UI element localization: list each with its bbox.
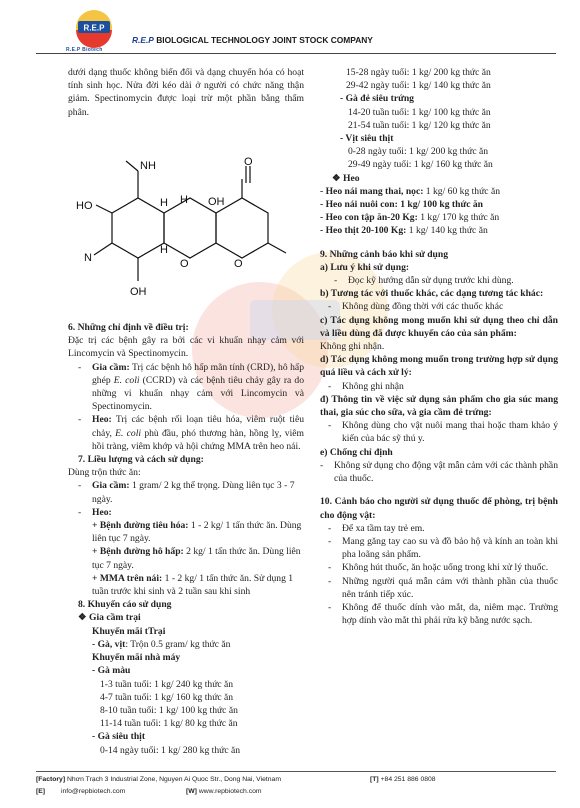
- section-9c-title: c) Tác dụng không mong muốn khi sử dụng theo chỉ dẫn và liều dùng đã được khuyến cáo của sản phẩm:: [320, 314, 558, 339]
- section-9a-title: a) Lưu ý khi sử dụng:: [320, 261, 410, 273]
- label-n: N: [84, 251, 92, 264]
- phone-number: +84 251 886 0808: [380, 776, 436, 783]
- section-6-text: Đặc trị các bệnh gây ra bởi các vi khuẩn nhạy cảm với Lincomycin và Spectinomycin.: [68, 335, 304, 360]
- phone-label: [T]: [370, 776, 379, 783]
- farm-recommendation: Khuyến mãi tTrại: [92, 625, 166, 637]
- section-9-title: 9. Những cảnh báo khi sử dụng: [320, 248, 449, 260]
- footer-divider: [36, 771, 556, 772]
- section-9e-item: - Không sử dụng cho động vật mẫn cảm với các thành phần của thuốc.: [320, 459, 558, 485]
- broiler-chicken-row: 0-14 ngày tuổi: 1 kg/ 280 kg thức ăn: [100, 744, 241, 756]
- right-column: [320, 66, 558, 627]
- colored-chicken-row: 1-3 tuần tuổi: 1 kg/ 240 kg thức ăn: [100, 678, 234, 690]
- warning-item: - Để xa tầm tay trẻ em.: [328, 522, 425, 534]
- label-o-1: O: [180, 257, 189, 270]
- colored-chicken-row: 8-10 tuần tuổi: 1 kg/ 100 kg thức ăn: [100, 704, 238, 716]
- label-h-3: H: [160, 243, 168, 256]
- section-9b-item: - Không dùng đồng thời với các thuốc khác: [328, 301, 504, 313]
- section-6-poultry: - Gia cầm: Trị các bệnh hô hấp mãn tính (CRD), hô hấp ghép E. coli (CCRD) và các bệnh tiêu chảy gây ra do những vi khuẩn nhạy cảm với Lincomycin và Spectinomycin.: [78, 361, 304, 413]
- dose-mma: + MMA trên nái: 1 - 2 kg/ 1 tấn thức ăn. Sử dụng 1 tuần trước khi sinh và 2 tuần sau khi sinh: [92, 572, 294, 598]
- page-header: [36, 6, 556, 54]
- pig-dose-row: - Heo nái nuôi con: 1 kg/ 100 kg thức ăn: [320, 199, 484, 211]
- label-oh-2: OH: [130, 285, 147, 298]
- company-name: [132, 34, 373, 47]
- section-7-text: Dùng trộn thức ăn:: [68, 467, 141, 479]
- factory-address: Nhơn Trạch 3 Industrial Zone, Nguyen Ai Quoc Str., Dong Nai, Vietnam: [66, 776, 281, 783]
- logo-caption: R.E.P Biotech: [66, 47, 103, 53]
- web-label: [W]: [186, 788, 197, 795]
- website-link[interactable]: www.repbiotech.com: [198, 788, 262, 795]
- section-9c-text: Không ghi nhận.: [320, 341, 385, 353]
- email-link[interactable]: info@repbiotech.com: [60, 788, 126, 795]
- section-9b-title: b) Tương tác với thuốc khác, các dạng tương tác khác:: [320, 288, 544, 300]
- label-ho: HO: [76, 199, 93, 212]
- email-label: [E]: [36, 788, 46, 795]
- factory-label: [Factory]: [36, 776, 66, 783]
- pig-dose-row: - Heo con tập ăn-20 Kg: 1 kg/ 170 kg thức ăn: [320, 212, 500, 224]
- laying-hen: - Gà đẻ siêu trứng: [340, 93, 414, 105]
- label-h-1: H: [160, 196, 168, 209]
- broiler-chicken: - Gà siêu thịt: [92, 731, 146, 743]
- broiler-chicken-row: 29-42 ngày tuổi: 1 kg/ 140 kg thức ăn: [346, 80, 491, 92]
- section-10-title: 10. Cảnh báo cho người sử dụng thuốc để phòng, trị bệnh cho động vật:: [320, 496, 558, 521]
- chemical-structure: [68, 121, 304, 317]
- section-6-title: 6. Những chỉ định về điều trị:: [68, 322, 189, 334]
- warning-item: - Không hút thuốc, ăn hoặc uống trong khi xử lý thuốc.: [328, 562, 549, 574]
- section-9e-title: e) Chống chỉ định: [320, 446, 393, 458]
- page-footer: [36, 774, 556, 798]
- svg-text:R.E.P: R.E.P: [83, 23, 105, 33]
- warning-item: - Những người quá mẫn cảm với thành phần của thuốc nên tránh tiếp xúc.: [328, 575, 558, 600]
- diamond-icon: ❖: [332, 172, 343, 184]
- pig-heading: ❖ Heo: [332, 172, 360, 184]
- laying-hen-row: 14-20 tuần tuổi: 1 kg/ 100 kg thức ăn: [348, 106, 491, 118]
- header-divider: [36, 53, 556, 54]
- section-9a-item: - Đọc kỹ hướng dẫn sử dụng trước khi dùng.: [334, 275, 514, 287]
- label-nh: NH: [140, 159, 156, 172]
- broiler-chicken-row: 15-28 ngày tuổi: 1 kg/ 200 kg thức ăn: [346, 67, 491, 78]
- label-o-ketone: O: [244, 155, 253, 168]
- section-7-title: 7. Liều lượng và cách sử dụng:: [78, 454, 204, 466]
- section-8-title: 8. Khuyến cáo sử dụng: [78, 599, 172, 611]
- colored-chicken-row: 11-14 tuần tuổi: 1 kg/ 80 kg thức ăn: [100, 718, 238, 730]
- factory-recommendation: Khuyến mãi nhà máy: [92, 652, 181, 664]
- intro-paragraph: dưới dạng thuốc không biến đổi và dạng chuyển hóa có hoạt tính sinh học. Nửa đời kéo dài ở người có chức năng thận giảm. Spectinomycin được loại trừ một phần bằng thẩm phân.: [68, 67, 304, 118]
- section-9d-title: d) Tác dụng không mong muốn trong trường hợp sử dụng quá liều và cách xử lý:: [320, 354, 558, 379]
- chicken-duck-dose: - Gà, vịt: Trộn 0.5 gram/ kg thức ăn: [92, 638, 231, 650]
- broiler-duck-row: 0-28 ngày tuổi: 1 kg/ 200 kg thức ăn: [348, 146, 489, 158]
- section-6-pig: - Heo: Trị các bệnh rối loạn tiêu hóa, viêm ruột tiêu chảy, E. coli phù đầu, phó thương hàn, hồng lỵ, viêm hồi tràng, viêm khớp và hội chứng MMA trên heo nái.: [78, 414, 304, 452]
- pig-dose-row: - Heo thịt 20-100 Kg: 1 kg/ 140 kg thức ăn: [320, 225, 488, 237]
- section-9dd-item: - Không dùng cho vật nuôi mang thai hoặc tham khảo ý kiến của bác sỹ thú y.: [328, 420, 558, 445]
- diamond-icon: ❖: [78, 612, 89, 624]
- broiler-duck-row: 29-49 ngày tuổi: 1 kg/ 160 kg thức ăn: [348, 159, 493, 171]
- broiler-duck: - Vịt siêu thịt: [340, 133, 394, 145]
- colored-chicken: - Gà màu: [92, 665, 131, 677]
- section-9dd-title: đ) Thông tin về việc sử dụng sản phẩm cho gia súc mang thai, gia súc cho sữa, và gia cầm đẻ trứng:: [320, 393, 558, 419]
- warning-item: - Không để thuốc dính vào mắt, da, niêm mạc. Trường hợp dính vào mắt thì phải rửa kỹ bằng nước sạch.: [328, 601, 558, 627]
- poultry-farm-heading: ❖ Gia cầm trại: [78, 612, 141, 624]
- laying-hen-row: 21-54 tuần tuổi: 1 kg/ 120 kg thức ăn: [348, 119, 491, 131]
- label-o-2: O: [234, 257, 243, 270]
- label-h-2: H: [180, 193, 188, 206]
- dose-respiratory: + Bệnh đường hô hấp: 2 kg/ 1 tấn thức ăn. Dùng liên tục 7 ngày.: [92, 546, 301, 571]
- left-column: [68, 66, 304, 757]
- colored-chicken-row: 4-7 tuần tuổi: 1 kg/ 160 kg thức ăn: [100, 691, 234, 703]
- company-brand: R.E.P: [132, 35, 154, 45]
- company-name-rest: BIOLOGICAL TECHNOLOGY JOINT STOCK COMPANY: [153, 35, 373, 45]
- section-7-poultry: - Gia cầm: 1 gram/ 2 kg thể trọng. Dùng liên tục 3 - 7 ngày.: [78, 480, 295, 505]
- dose-digestive: + Bệnh đường tiêu hóa: 1 - 2 kg/ 1 tấn thức ăn. Dùng liên tục 7 ngày.: [92, 520, 302, 545]
- warning-item: - Mang găng tay cao su và đồ bảo hộ và kính an toàn khi pha loãng sản phẩm.: [328, 535, 558, 561]
- pig-dose-row: - Heo nái mang thai, nọc: 1 kg/ 60 kg thức ăn: [320, 185, 501, 197]
- section-7-pig: - Heo:: [78, 506, 112, 518]
- label-oh-1: OH: [208, 195, 225, 208]
- section-9d-item: - Không ghi nhận: [328, 380, 404, 392]
